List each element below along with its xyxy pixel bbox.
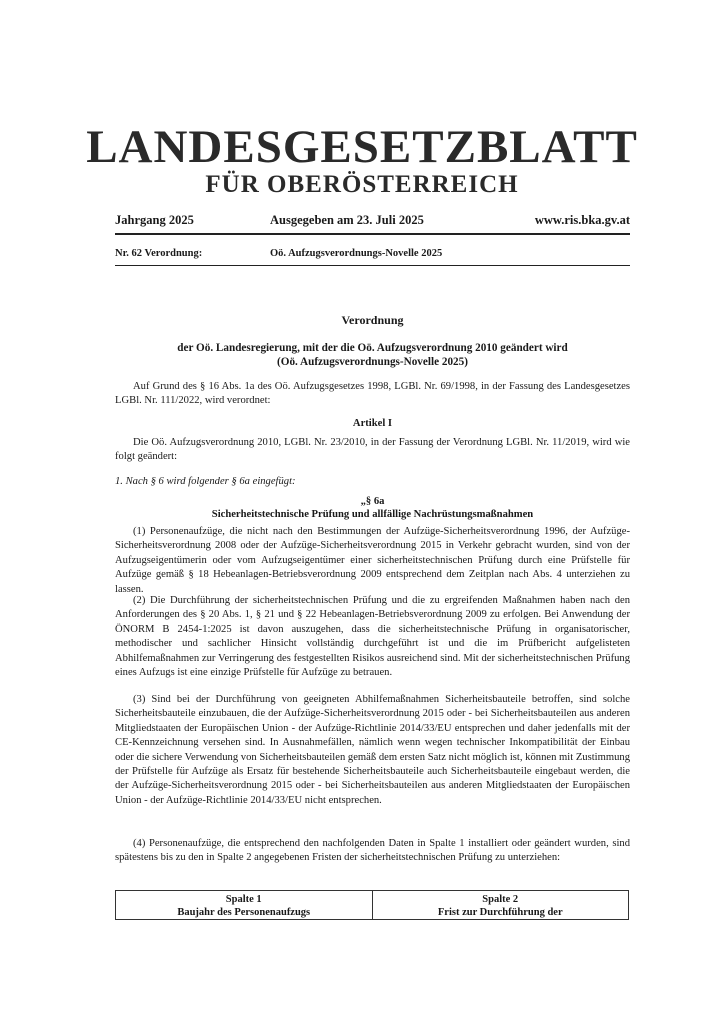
document-heading: Verordnung [341, 313, 404, 327]
issue-date: Ausgegeben am 23. Juli 2025 [270, 213, 424, 227]
gazette-title: LANDESGESETZBLATT [86, 121, 638, 173]
col1-subtitle: Baujahr des Personenaufzugs [177, 907, 311, 918]
document-title [115, 342, 630, 369]
article-intro-text: Die Oö. Aufzugsverordnung 2010, LGBl. Nr. 23/2010, in der Fassung der Verordnung LGBl. Nr. 11/2019, wird wie folgt geändert: [115, 437, 630, 463]
header-divider-lower [115, 265, 630, 266]
col2-title: Spalte 2 [482, 894, 519, 905]
paragraph-4: (4) Personenaufzüge, die entsprechend den nachfolgenden Daten in Spalte 1 installiert oder geändert wurden, sind spätestens bis zu den in Spalte 2 angegebenen Fristen der sicherheitstechnischen Prüfung zu unterziehen: [115, 838, 630, 864]
col2-subtitle: Frist zur Durchführung der [437, 907, 563, 918]
amendment-instruction: 1. Nach § 6 wird folgender § 6a eingefügt: [115, 476, 296, 487]
gazette-subtitle: FÜR OBERÖSTERREICH [205, 171, 519, 198]
year-label: Jahrgang 2025 [115, 213, 194, 227]
paragraph-2: (2) Die Durchführung der sicherheitstechnischen Prüfung und die zu ergreifenden Maßnahmen haben nach den Anforderungen des § 20 Abs. 1, § 21 und § 22 Hebeanlagen-Betriebsverordnung 2009 zu erfolgen. Bei Anwendung der ÖNORM B 2454-1:2025 ist davon auszugehen, dass die sicherheitstechnische Prüfung in organisatorischer, methodischer und sachlicher Hinsicht vollständig durchgeführt ist und die im Prüfbericht aufgelisteten Abhilfemaßnahmen zur Verringerung des festgestellten Risikos ausreichend sind. Mit der sicherheitstechnischen Prüfung eines Aufzugs ist eine einzige Prüfstelle für Aufzüge zu betrauen. [115, 595, 630, 679]
article-intro [115, 436, 630, 465]
preamble-text: Auf Grund des § 16 Abs. 1a des Oö. Aufzugsgesetzes 1998, LGBl. Nr. 69/1998, in der Fassung des Landesgesetzes LGBl. Nr. 111/2022, wird verordnet: [115, 381, 630, 407]
article-heading: Artikel I [352, 418, 393, 429]
col1-title: Spalte 1 [225, 894, 262, 905]
section-number: „§ 6a [360, 496, 385, 507]
table-header-row [116, 891, 629, 920]
section-heading [115, 495, 630, 521]
paragraph-1: (1) Personenaufzüge, die nicht nach den Bestimmungen der Aufzüge-Sicherheitsverordnung 1996, der Aufzüge-Sicherheitsverordnung 2008 oder der Aufzüge-Sicherheitsverordnung 2015 in Verkehr gebracht wurden, sind von der Aufzugseigentümerin oder vom Aufzugseigentümer einer sicherheitstechnischen Prüfung durch eine Prüfstelle für Aufzüge gemäß § 18 Hebeanlagen-Betriebsverordnung 2009 entsprechend dem Zeitplan nach Abs. 4 unterziehen zu lassen. [115, 526, 630, 595]
document-title-line1: der Oö. Landesregierung, mit der die Oö. Aufzugsverordnung 2010 geändert wird [177, 342, 568, 354]
website-link[interactable]: www.ris.bka.gv.at [534, 213, 630, 227]
table-header-col2 [372, 891, 629, 920]
deadline-table [115, 890, 629, 920]
ordinance-short-title: Oö. Aufzugsverordnungs-Novelle 2025 [270, 248, 443, 259]
section-title: Sicherheitstechnische Prüfung und allfällige Nachrüstungsmaßnahmen [211, 509, 534, 520]
header-divider [115, 233, 630, 235]
ordinance-number: Nr. 62 Verordnung: [115, 248, 203, 259]
table-header-col1 [116, 891, 373, 920]
paragraph-3: (3) Sind bei der Durchführung von geeigneten Abhilfemaßnahmen Sicherheitsbauteile betroffen, sind solche Sicherheitsbauteile einzubauen, die der Aufzüge-Sicherheitsverordnung 2015 oder - bei Sicherheitsbauteilen aus anderen Mitgliedstaaten der Europäischen Union - der Aufzüge-Richtlinie 2014/33/EU entsprechen und daher jedenfalls mit der CE-Kennzeichnung versehen sind. In Ausnahmefällen, nämlich wenn wegen technischer Inkompatibilität der Einbau oder die sichere Verwendung von Sicherheitsbauteilen gemäß dem ersten Satz nicht möglich ist, können mit Zustimmung der Prüfstelle für Aufzüge als Ersatz für bestehende Sicherheitsbauteile auch Sicherheitsbauteile eingebaut werden, die der Aufzüge-Sicherheitsverordnung 2015 oder - bei Sicherheitsbauteilen aus anderen Mitgliedstaaten der Europäischen Union - der Aufzüge-Richtlinie 2014/33/EU nicht entsprechen. [115, 694, 630, 806]
preamble [115, 380, 630, 409]
document-title-line2: (Oö. Aufzugsverordnungs-Novelle 2025) [277, 355, 468, 368]
